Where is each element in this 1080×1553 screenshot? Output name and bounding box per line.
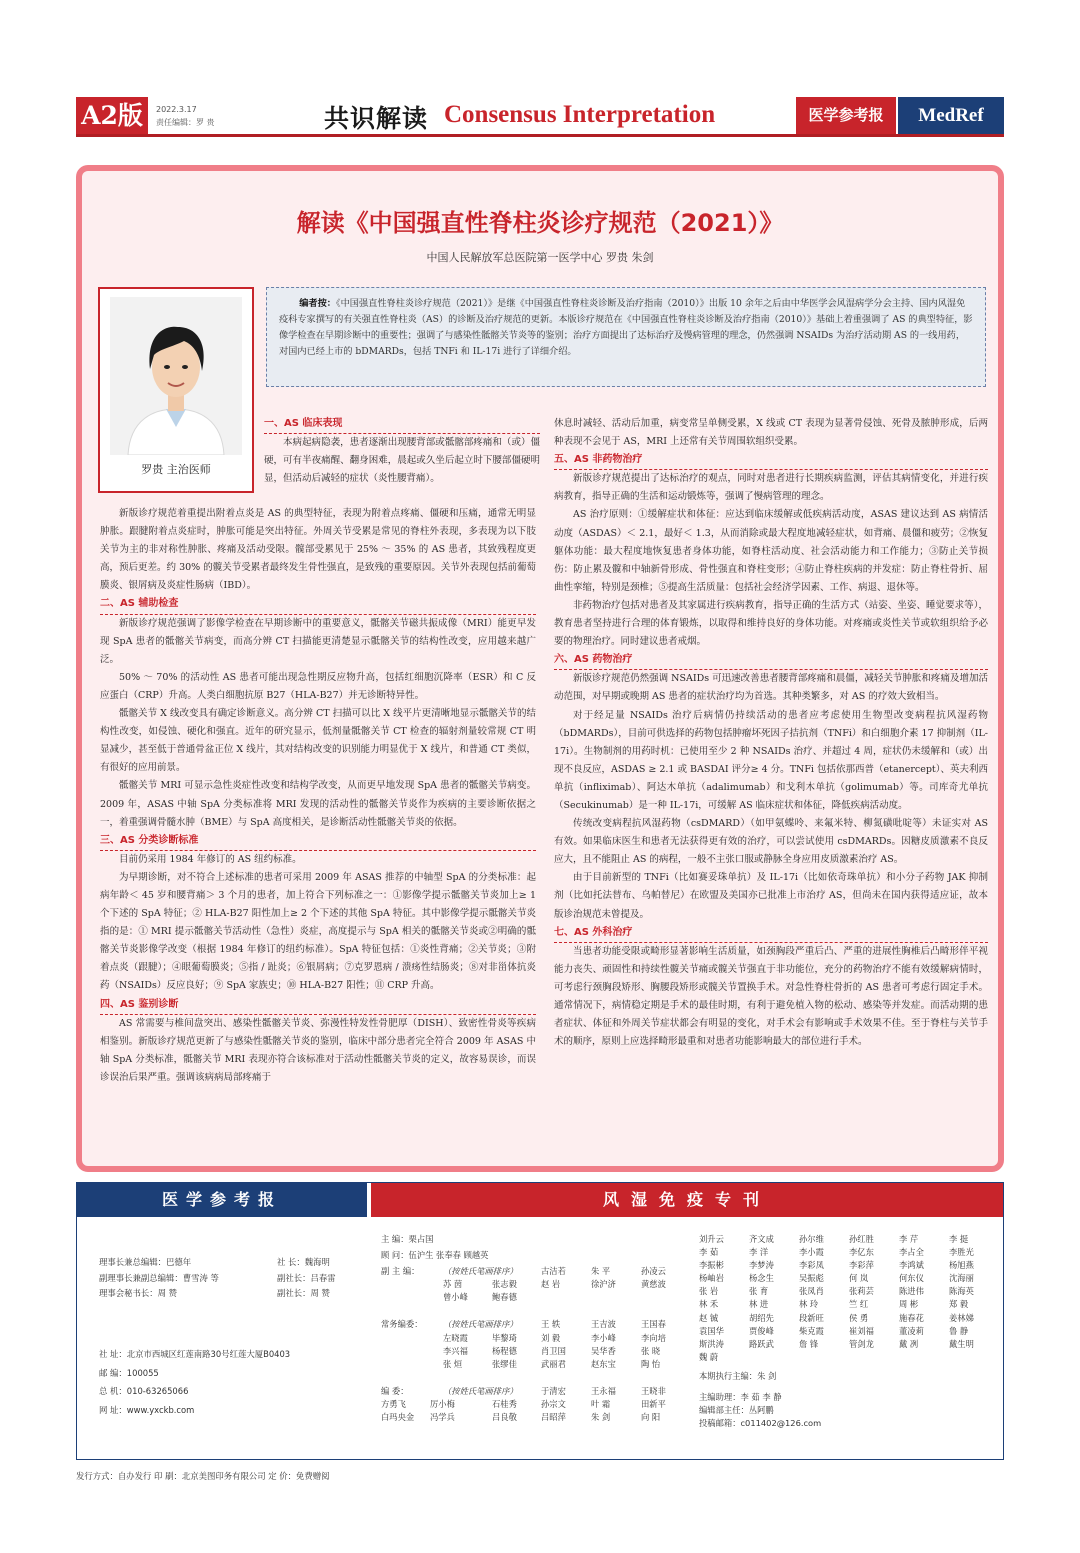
paragraph: 传统改变病程抗风湿药物（csDMARD）（如甲氨蝶呤、来氟米特、柳氮磺吡啶等）未证实对 AS 有效。如果临床医生和患者无法获得更有效的治疗，可以尝试使用 csDMARDs。因糖皮质激素不良反应大，且不能阻止 AS 的病程，一般不主张口服或静脉全身应用皮质激素治疗 AS。 [554,818,988,866]
publication-info-box [76,1182,1004,1460]
staff-name: 董凌莉 [899,1325,924,1336]
staff-name: 李小霞 [799,1247,824,1258]
staff-name: 李鸿斌 [899,1260,924,1271]
staff-name: 李彩凤 [799,1260,824,1271]
staff-name: 张 晓 [641,1345,661,1356]
staff-name: 李梦涛 [749,1260,774,1271]
section-heading: 一、AS 临床表现 [264,415,540,434]
staff-name: 编 委： [381,1385,409,1396]
staff-name: 刘 毅 [541,1332,561,1343]
staff-name: 杨岫岩 [699,1273,724,1284]
staff-name: 林 玲 [799,1299,819,1310]
grid-row [699,1351,999,1364]
staff-name: 曾小峰 [443,1292,468,1303]
staff-name: 戴 冽 [899,1338,919,1349]
staff-name: 李 洋 [749,1247,769,1258]
grid-row [699,1338,999,1351]
staff-name: 斯洪涛 [699,1338,724,1349]
column-left [100,505,536,1087]
staff-name: 李向培 [641,1332,666,1343]
staff-name: 张缪佳 [492,1358,517,1369]
staff-name: 李占全 [899,1247,924,1258]
exec-line: 副社长：周 赞 [277,1288,330,1298]
staff-name: 李彩萍 [849,1260,874,1271]
staff-name: 厉小梅 [430,1398,455,1409]
staff-name: 贾俊峰 [749,1325,774,1336]
staff-name: 王晓非 [641,1385,666,1396]
staff-name: 鲍春德 [492,1292,517,1303]
editorial-board [381,1233,701,1424]
editor-note-text: 《中国强直性脊柱炎诊疗规范（2021）》是继《中国强直性脊柱炎诊断及治疗指南（2010）》出版 10 余年之后由中华医学会风湿病学分会主持、国内风湿免疫科专家撰写的有关强直性脊柱炎（AS）的诊断及治疗规范的更新。本版诊疗规范在《中国强直性脊柱炎诊断及治疗指南（2010）》基础上着重强调了 AS 的典型特征，影像学检查在早期诊断中的重要性；强调了与感染性骶髂关节炎等的鉴别；治疗方面提出了达标治疗及慢病管理的理念，仍然强调 NSAIDs 为治疗活动期 AS 的一线用药，对国内已经上市的 bDMARDs，包括 TNFi 和 IL-17i 进行了详细介绍。 [279,298,973,357]
section-title-en: Consensus Interpretation [444,101,716,128]
staff-name: 李振彬 [699,1260,724,1271]
staff-name: 朱 剑 [591,1412,611,1423]
staff-name: 杨念生 [749,1273,774,1284]
staff-name: 段新旺 [799,1312,824,1323]
paragraph: 骶髂关节 MRI 可显示急性炎症性改变和结构学改变，从而更早地发现 SpA 患者的骶髂关节病变。2009 年，ASAS 中轴 SpA 分类标准将 MRI 发现的活动性的骶髂关节炎作为疾病的主要诊断依据之一，着重强调骨髓水肿（BME）与 SpA 高度相关，是诊断活动性骶髂关节炎的依据。 [100,780,536,828]
brand-logo-en: MedRef [898,97,1004,134]
column-left-top [264,415,540,488]
staff-name: 李小峰 [591,1332,616,1343]
deputy-editors-row3 [381,1291,701,1304]
staff-name: 施春花 [899,1312,924,1323]
staff-name: 毕黎琦 [492,1332,517,1343]
masthead [76,97,1004,137]
staff-name: 古洁若 [541,1266,566,1277]
submission-email[interactable]: 投稿邮箱：c011402@126.com [699,1418,822,1429]
staff-name: 路跃武 [749,1338,774,1349]
section-heading: 二、AS 辅助检查 [100,595,536,614]
author-photo-box [98,287,254,493]
staff-name: 戴生明 [949,1338,974,1349]
paragraph: 当患者功能受限或畸形显著影响生活质量，如颈胸段严重后凸、严重的进展性胸椎后凸畸形伴平视能力丧失、顽固性和持续性髋关节痛或髋关节强直于非功能位，充分的药物治疗不能有效缓解病情时，可考虑行颈胸段矫形、胸腰段矫形或髋关节置换手术。对急性脊柱骨折的 AS 患者可考虑行固定手术。通常情况下，病情稳定期是手术的最佳时期，有利于避免植入物的松动、感染等并发症。而活动期的患者症状、体征和外周关节症状都会有明显的变化，对手术会有影响或手术效果不佳。至于脊柱与关节手术的顺序，原则上应选择畸形最重和对患者功能影响最大的部位进行手术。 [554,945,988,1048]
executive-list-right [277,1255,336,1302]
standing-row [381,1332,701,1345]
staff-name: 白玛央金 [381,1412,415,1423]
article-byline: 中国人民解放军总医院第一医学中心 罗贵 朱剑 [426,251,654,264]
staff-name: 张 岩 [699,1286,719,1297]
author-portrait-icon [110,297,242,455]
staff-name: 石桂秀 [492,1398,517,1409]
committee-grid [699,1233,999,1430]
contact-website[interactable]: 网 址：www.yxckb.com [99,1404,195,1415]
paragraph: 对于经足量 NSAIDs 治疗后病情仍持续活动的患者应考虑使用生物型改变病程抗风湿药物（bDMARDs），目前可供选择的药物包括肿瘤坏死因子拮抗剂（TNFi）和白细胞介素 17 抑制剂（IL-17i）。生物制剂的用药时机：已使用至少 2 种 NSAIDs 治疗、并超过 4 周，症状仍未缓解和（或）出现不良反应，ASDAS ≥ 2.1 或 BASDAI 评分≥ 4 分。TNFi 包括依那西普（etanercept）、英夫利西单抗（infliximab）、阿达木单抗（adalimumab）和戈利木单抗（golimumab）等。司库奇尤单抗（Secukinumab）是一种 IL-17i，可缓解 AS 临床症状和体征，降低疾病活动度。 [554,709,988,811]
staff-name: 何东仪 [899,1273,924,1284]
column-right [554,415,988,1051]
paragraph: 新版诊疗规范仍然强调 NSAIDs 可迅速改善患者腰背部疼痛和晨僵，减轻关节肿胀和疼痛及增加活动范围，对早期或晚期 AS 患者的症状治疗均为首选。其种类繁多，对 AS 的疗效大致相当。 [554,673,988,703]
staff-name: 向 阳 [641,1412,661,1423]
staff-name: 沈海丽 [949,1273,974,1284]
staff-name: （按姓氏笔画排序） [443,1319,518,1330]
staff-name: 陶 怡 [641,1358,661,1369]
exec-editor: 本期执行主编：朱 剑 [699,1370,777,1381]
issue-meta [156,103,215,129]
paragraph: 由于目前新型的 TNFi（比如赛妥珠单抗）及 IL-17i（比如依奇珠单抗）和小分子药物 JAK 抑制剂（比如托法替布、乌帕替尼）在欧盟及美国亦已批准上市治疗 AS，但尚未在国内获得适应证，故本版诊治规范未曾提及。 [554,872,988,920]
contact-phone: 总 机：010-63265066 [99,1386,189,1396]
contact-address: 社 址：北京市西城区红莲南路30号红莲大厦B0403 [99,1349,291,1359]
staff-name: 李胜光 [949,1247,974,1258]
staff-name: 张 育 [749,1286,769,1297]
staff-name: 赵东宝 [591,1358,616,1369]
paragraph: AS 治疗原则：①缓解症状和体征：应达到临床缓解或低疾病活动度，ASAS 建议达到 AS 病情活动度（ASDAS）＜ 2.1，最好＜ 1.3，从而消除或最大程度地减轻症状，如背痛、晨僵和疲劳；②恢复躯体功能：最大程度地恢复患者身体功能，如脊柱活动度、社会活动能力和工作能力；③防止关节损伤：防止累及髋和中轴新骨形成、骨性强直和脊柱变形；④防止脊柱疾病的并发症：防止脊柱骨折、屈曲性挛缩，特别是颈椎；⑤提高生活质量：包括社会经济学因素、工作、病退、退休等。 [554,509,988,593]
staff-name: 肖卫国 [541,1345,566,1356]
staff-name: 郑 毅 [949,1299,969,1310]
print-info-line: 发行方式：自办发行 印 刷：北京美图印务有限公司 定 价：免费赠阅 [76,1471,330,1481]
brand-logo-cn: 医学参考报 [796,97,896,134]
staff-name: 姜林娣 [949,1312,974,1323]
paragraph: 本病起病隐袭，患者逐渐出现腰背部或骶髂部疼痛和（或）僵硬，可有半夜痛醒、翻身困难，晨起或久坐后起立时下腰部僵硬明显，但活动后减轻的症状（炎性腰背痛）。 [264,437,540,485]
members-row [381,1398,701,1411]
staff-name: 张莉芸 [849,1286,874,1297]
grid-row [699,1259,999,1272]
staff-name: 赵 岩 [541,1279,561,1290]
staff-name: 于清宏 [541,1385,566,1396]
author-caption: 罗贵 主治医师 [141,463,211,476]
members [381,1385,701,1398]
deputy-editors [381,1265,701,1278]
staff-name: 方勇飞 [381,1398,406,1409]
editor-note-label: 编者按： [299,298,336,309]
staff-name: 王 轶 [541,1319,561,1330]
section-heading: 四、AS 鉴别诊断 [100,996,536,1015]
section-heading: 七、AS 外科治疗 [554,924,988,943]
paragraph: 为早期诊断，对不符合上述标准的患者可采用 2009 年 ASAS 推荐的中轴型 SpA 的分类标准：起病年龄＜ 45 岁和腰背痛＞ 3 个月的患者，加上符合下列标准之一：①影像学提示骶髂关节炎加上≥ 1 个下述的 SpA 特征；② HLA-B27 阳性加上≥ 2 个下述的其他 SpA 特征。其中影像学提示骶髂关节炎指的是：① MRI 提示骶髂关节活动性（急性）炎症，高度提示与 SpA 相关的骶髂关节炎或②明确的骶髂关节炎影像学改变（根据 1984 年修订的纽约标准）。SpA 特征包括：①炎性背痛；②关节炎；③附着点炎（跟腱）；④眼葡萄膜炎；⑤指 / 趾炎；⑥银屑病；⑦克罗恩病 / 溃疡性结肠炎；⑧对非甾体抗炎药（NSAIDs）反应良好；⑨ SpA 家族史；⑩ HLA-B27 阳性；⑪ CRP 升高。 [100,871,536,992]
standing-row [381,1358,701,1371]
staff-name: 杨旭燕 [949,1260,974,1271]
staff-name: 副 主 编： [381,1266,420,1277]
staff-name: 常务编委： [381,1319,423,1330]
grid-row [699,1272,999,1285]
members-row [381,1411,701,1424]
section-heading: 三、AS 分类诊断标准 [100,832,536,851]
paragraph: 50% ～ 70% 的活动性 AS 患者可能出现急性期反应物升高，包括红细胞沉降率（ESR）和 C 反应蛋白（CRP）升高。人类白细胞抗原 B27（HLA-B27）并无诊断特异性。 [100,671,536,701]
staff-name: 黄慈波 [641,1279,666,1290]
exec-line: 副理事长兼副总编辑：曹雪涛 等 [99,1272,219,1283]
staff-name: 吴华香 [591,1345,616,1356]
executive-list [99,1255,219,1302]
edition-badge: A2版 [76,97,148,134]
staff-name: 袁国华 [699,1325,724,1336]
staff-name: 张凤肖 [799,1286,824,1297]
staff-name: 吴振彪 [799,1273,824,1284]
article-title: 解读《中国强直性脊柱炎诊疗规范（2021）》 [296,209,784,237]
contact-postcode: 邮 编：100055 [99,1367,159,1378]
staff-name: 王吉波 [591,1319,616,1330]
author-photo [110,297,242,455]
staff-name: 林 进 [749,1299,769,1310]
staff-name: 冯学兵 [430,1412,455,1423]
info-header-newspaper: 医学参考报 [77,1183,367,1217]
standing-editors [381,1318,701,1331]
standing-row [381,1345,701,1358]
exec-line: 社 长：魏海明 [277,1257,330,1267]
paragraph: 休息时减轻、活动后加重，病变常呈单侧受累，X 线或 CT 表现为显著骨侵蚀、死骨及脓肿形成，后两种表现不会见于 AS，MRI 上还常有关节周围软组织受累。 [554,418,988,448]
grid-row [699,1298,999,1311]
staff-name: 杨程德 [492,1345,517,1356]
staff-name: 武丽君 [541,1358,566,1369]
staff-name: 张志毅 [492,1279,517,1290]
staff-name: 孙尔维 [799,1234,824,1244]
paragraph: AS 常需要与椎间盘突出、感染性骶髂关节炎、弥漫性特发性骨肥厚（DISH）、致密性骨炎等疾病相鉴别。新版诊疗规范更新了与感染性骶髂关节炎的鉴别，临床中部分患者完全符合 2009 年 ASAS 中轴 SpA 分类标准，骶髂关节 MRI 表现亦符合该标准对于活动性骶髂关节炎的定义，故容易误诊，而误诊误治后果严重。强调该病病局部疼痛于 [100,1017,536,1083]
staff-name: 徐沪济 [591,1279,616,1290]
staff-name: 竺 红 [849,1299,869,1310]
exec-line: 副社长：吕春雷 [277,1272,336,1283]
grid-row [699,1285,999,1298]
staff-name: 苏 茵 [443,1279,463,1290]
staff-name: 孙凌云 [641,1266,666,1277]
editor-note [266,287,986,387]
staff-name: 刘升云 [699,1234,724,1244]
chief-editor: 主 编：栗占国 [381,1234,434,1244]
staff-name: 李亿东 [849,1247,874,1258]
staff-name: 何 岚 [849,1273,869,1284]
paragraph: 非药物治疗包括对患者及其家属进行疾病教育，指导正确的生活方式（站姿、坐姿、睡觉要求等），教育患者坚持进行合理的体育锻炼，以取得和维持良好的身体功能。对疼痛或炎性关节或软组织给予必要的物理治疗。同时建议患者戒烟。 [554,599,988,648]
paragraph: 骶髂关节 X 线改变具有确定诊断意义。高分辨 CT 扫描可以比 X 线平片更清晰地显示骶髂关节的结构性改变，如侵蚀、硬化和强直。近年的研究显示，低剂量骶髂关节 CT 检查的辐射剂量较常规 CT 明显减少，甚至低于普通骨盆正位 X 线片，其对结构改变的识别能力明显优于 X 线片，和普通 CT 类似，有很好的应用前景。 [100,708,536,774]
editor-assistants: 主编助理：李 茹 李 静 [699,1392,782,1403]
paragraph: 新版诊疗规范强调了影像学检查在早期诊断中的重要意义，骶髂关节磁共振成像（MRI）能更早发现 SpA 患者的骶髂关节病变，而高分辨 CT 扫描能更清楚显示骶髂关节的结构性改变，应用越来越广泛。 [100,617,536,665]
staff-name: 王国春 [641,1319,666,1330]
staff-name: 吕良敬 [492,1412,517,1423]
staff-name: 陈海英 [949,1286,974,1297]
staff-name: 朱 平 [591,1266,611,1277]
staff-name: 侯 勇 [849,1312,869,1323]
grid-row [699,1246,999,1259]
staff-name: 崔刘福 [849,1325,874,1336]
staff-name: 齐文成 [749,1234,774,1244]
staff-name: 吕昭萍 [541,1412,566,1423]
section-heading: 六、AS 药物治疗 [554,651,988,670]
staff-name: 李 挺 [949,1234,969,1244]
staff-name: 李 茹 [699,1247,719,1258]
advisors: 顾 问：伍沪生 张奉春 顾越英 [381,1250,489,1261]
staff-name: 孙红胜 [849,1234,874,1244]
paragraph: 新版诊疗规范着重提出附着点炎是 AS 的典型特征，表现为附着点疼痛、僵硬和压痛，通常无明显肿胀。跟腱附着点炎症时，肿胀可能是突出特征。外周关节受累是常见的脊柱外表现，多表现为以下肢关节为主的非对称性肿胀、疼痛及活动受限。髋部受累见于 25% ～ 35% 的 AS 患者，其致残程度更高，预后更差。约 30% 的髋关节受累者最终发生骨性强直，是致残的重要原因。关节外表现包括前葡萄膜炎、银屑病及炎症性肠病（IBD）。 [100,508,536,592]
staff-name: 胡绍先 [749,1312,774,1323]
staff-name: 王永福 [591,1385,616,1396]
exec-line: 理事长兼总编辑：巴德年 [99,1257,192,1267]
staff-name: 李兴福 [443,1345,468,1356]
staff-name: 陈进伟 [899,1286,924,1297]
staff-name: 李 芹 [899,1234,919,1244]
staff-name: 赵 铖 [699,1312,719,1323]
grid-row [699,1312,999,1325]
staff-name: 管剑龙 [849,1338,874,1349]
staff-name: 左晓霞 [443,1332,468,1343]
staff-name: 周 彬 [899,1299,919,1310]
staff-name: 林 禾 [699,1299,719,1310]
responsible-editor: 责任编辑：罗 贵 [156,118,215,127]
grid-row [699,1325,999,1338]
staff-name: 孙宗文 [541,1398,566,1409]
deputy-editors-row2 [381,1278,701,1291]
paragraph: 目前仍采用 1984 年修订的 AS 纽约标准。 [119,853,302,865]
exec-line: 理事会秘书长：周 赞 [99,1288,178,1298]
staff-name: 魏 蔚 [699,1351,719,1362]
paragraph: 新版诊疗规范提出了达标治疗的观点，同时对患者进行长期疾病监测，评估其病情变化，并进行疾病教育，指导正确的生活和运动锻炼等，强调了慢病管理的理念。 [554,473,988,503]
deputy-note: （按姓氏笔画排序） [443,1266,518,1277]
contact-list [99,1345,290,1419]
staff-name: 叶 霜 [591,1398,611,1409]
staff-name: 田新平 [641,1398,666,1409]
section-title-cn: 共识解读 [324,104,429,133]
grid-row [699,1233,999,1246]
section-heading: 五、AS 非药物治疗 [554,451,988,470]
staff-name: 柴克霞 [799,1325,824,1336]
info-header-special: 风湿免疫专刊 [371,1183,1003,1217]
staff-name: （按姓氏笔画排序） [443,1385,518,1396]
editorial-director: 编辑部主任：丛阿鹏 [699,1405,774,1416]
staff-name: 鲁 静 [949,1325,969,1336]
article-frame [76,165,1004,1172]
issue-date: 2022.3.17 [156,105,197,114]
staff-name: 张 烜 [443,1358,463,1369]
staff-name: 詹 锋 [799,1338,819,1349]
